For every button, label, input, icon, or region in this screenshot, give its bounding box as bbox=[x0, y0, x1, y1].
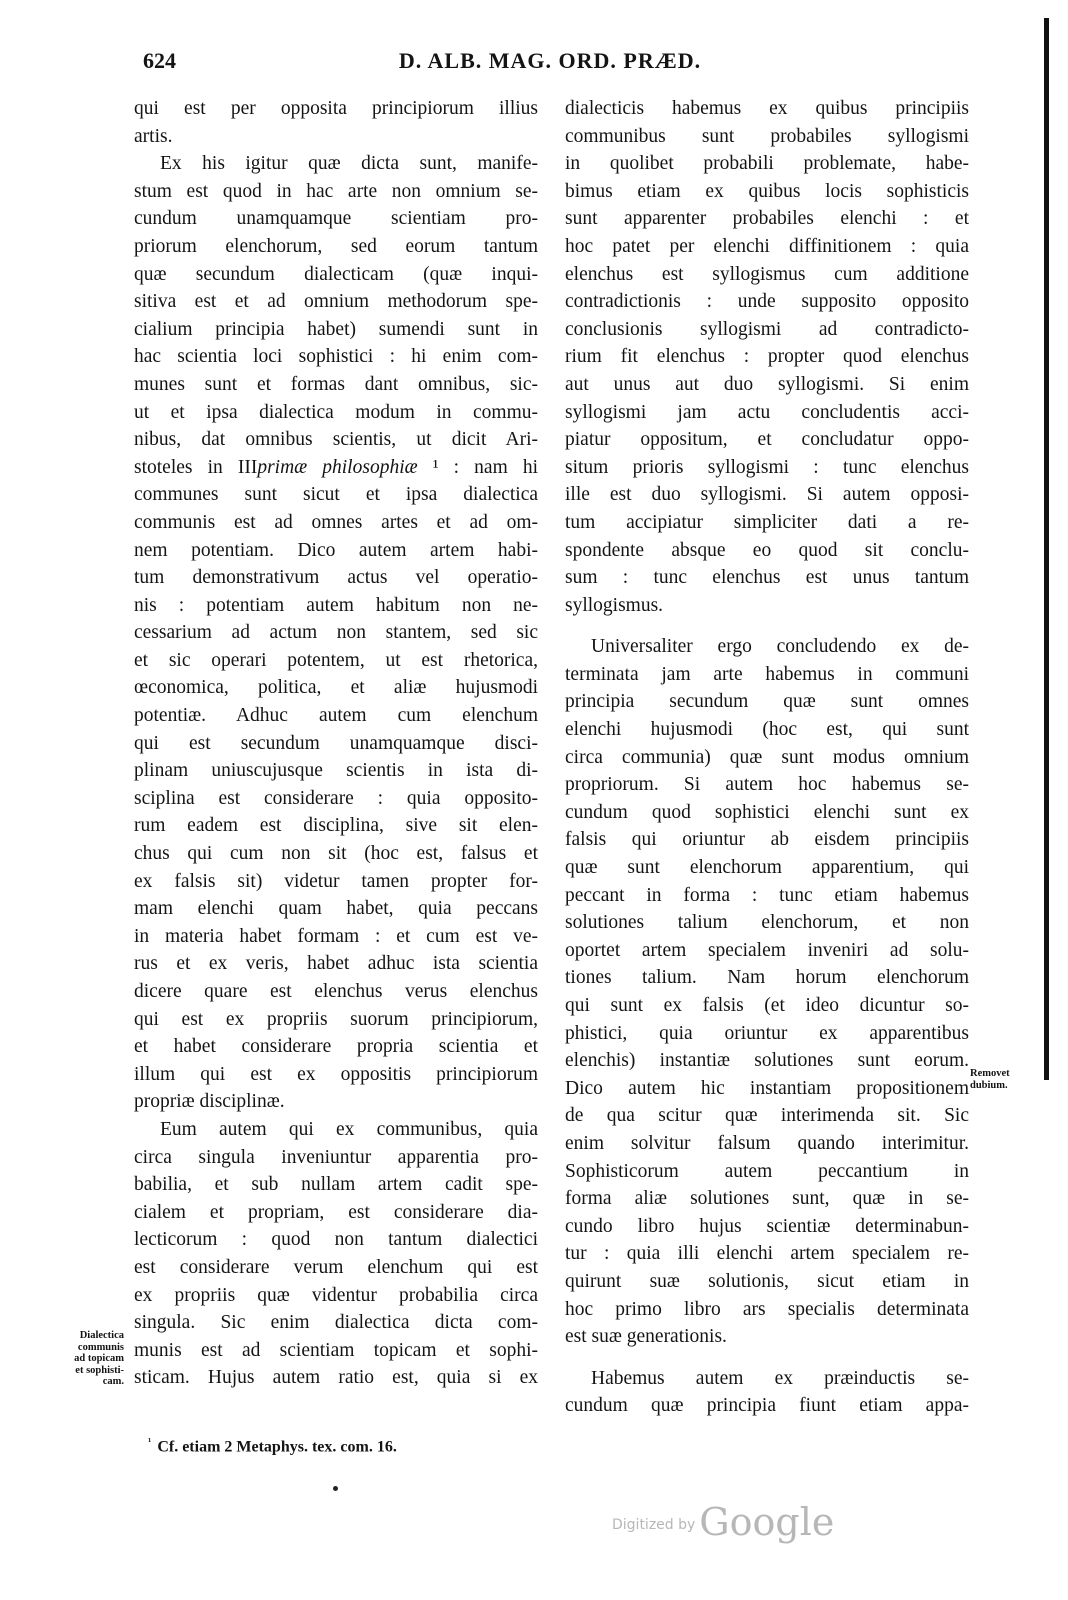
text-line: illum qui est ex oppositis principiorum bbox=[134, 1063, 538, 1085]
text-line: artis. bbox=[134, 125, 173, 147]
text-line: de qua scitur quæ interimenda sit. Sic bbox=[565, 1105, 969, 1127]
page-number: 624 bbox=[143, 48, 176, 73]
text-line: cundum quæ principia fiunt etiam appa- bbox=[565, 1395, 969, 1417]
text-line: sum : tunc elenchus est unus tantum bbox=[565, 567, 969, 589]
text-line: solutiones talium elenchorum, et non bbox=[565, 912, 969, 934]
text-line: qui est per opposita principiorum illius bbox=[134, 98, 538, 119]
text-line: rus et ex veris, habet adhuc ista scientia bbox=[134, 953, 538, 975]
text-line: rum eadem est disciplina, sive sit elen- bbox=[134, 815, 538, 837]
text-line: tur : quia illi elenchi artem specialem re- bbox=[565, 1243, 969, 1265]
text-line: munis est ad scientiam topicam et sophi- bbox=[134, 1339, 538, 1361]
text-line: hac scientia loci sophistici : hi enim com- bbox=[134, 346, 538, 368]
text-line: terminata jam arte habemus in communi bbox=[565, 663, 969, 685]
text-line: tiones talium. Nam horum elenchorum bbox=[565, 967, 969, 989]
text-line: ut et ipsa dialectica modum in commu- bbox=[134, 401, 538, 423]
text-line: est considerare verum elenchum qui est bbox=[134, 1256, 538, 1278]
text-line: enim solvitur falsum quando interimitur. bbox=[565, 1132, 969, 1154]
text-line: propriæ disciplinæ. bbox=[134, 1091, 285, 1113]
text-line: spondente absque eo quod sit conclu- bbox=[565, 539, 969, 561]
left-column bbox=[134, 95, 538, 1392]
text-line: quæ sunt elenchorum apparentium, qui bbox=[565, 857, 969, 879]
text-line: sunt apparenter probabiles elenchi : et bbox=[565, 208, 969, 230]
text-line: nis : potentiam autem habitum non ne- bbox=[134, 594, 538, 616]
text-line: sciplina est considerare : quia opposito- bbox=[134, 787, 538, 809]
text-line: syllogismus. bbox=[565, 594, 664, 616]
text-line: oportet artem specialem inveniri ad solu- bbox=[565, 939, 969, 961]
text-line: principia secundum quæ sunt omnes bbox=[565, 691, 969, 713]
text-line: ex falsis sit) videtur tamen propter for- bbox=[134, 870, 538, 892]
text-line: falsis qui oriuntur ab eisdem principiis bbox=[565, 829, 969, 851]
text-line: peccant in forma : tunc etiam habemus bbox=[565, 884, 969, 906]
text-line: cialium principia habet) sumendi sunt in bbox=[134, 318, 538, 340]
text-line: contradictionis : unde supposito opposito bbox=[565, 291, 969, 313]
watermark bbox=[612, 1500, 834, 1544]
text-line: ex propriis quæ videntur probabilia circa bbox=[134, 1284, 538, 1306]
text-line: rium fit elenchus : propter quod elenchus bbox=[565, 346, 969, 368]
text-line: quirunt suæ solutionis, sicut etiam in bbox=[565, 1270, 969, 1292]
google-logo: Google bbox=[699, 1500, 835, 1544]
text-line: ille est duo syllogismi. Si autem opposi- bbox=[565, 484, 969, 506]
text-line: communibus sunt probabiles syllogismi bbox=[565, 125, 969, 147]
text-line: communes sunt sicut et ipsa dialectica bbox=[134, 484, 538, 506]
text-line: quæ secundum dialecticam (quæ inqui- bbox=[134, 263, 538, 285]
text-line: propriorum. Si autem hoc habemus se- bbox=[565, 774, 969, 796]
text-line: babilia, et sub nullam artem cadit spe- bbox=[134, 1174, 538, 1196]
text-line: bimus etiam ex quibus locis sophisticis bbox=[565, 180, 969, 202]
margin-note-right: Removet dubium. bbox=[970, 1068, 1010, 1091]
text-line: cessarium ad actum non stantem, sed sic bbox=[134, 622, 538, 644]
text-line: forma aliæ solutiones sunt, quæ in se- bbox=[565, 1188, 969, 1210]
margin-note-left: Dialectica communis ad topicam et sophisti- cam. bbox=[74, 1330, 124, 1387]
text-line: stum est quod in hac arte non omnium se- bbox=[134, 180, 538, 202]
footnote bbox=[148, 1436, 397, 1456]
text-line: lecticorum : quod non tantum dialectici bbox=[134, 1229, 538, 1251]
text-line: circa communia) quæ sunt modus omnium bbox=[565, 746, 969, 768]
text-line: Dico autem hic instantiam propositionem bbox=[565, 1077, 969, 1099]
text-line: sitiva est et ad omnium methodorum spe- bbox=[134, 291, 538, 313]
text-line: nibus, dat omnibus scientis, ut dicit Ari- bbox=[134, 429, 538, 451]
text-line: elenchi hujusmodi (hoc est, qui sunt bbox=[565, 719, 969, 741]
text-line: piatur oppositum, et concludatur oppo- bbox=[565, 429, 969, 451]
text-line: priorum elenchorum, sed eorum tantum bbox=[134, 235, 538, 257]
text-line: nem potentiam. Dico autem artem habi- bbox=[134, 539, 538, 561]
text-line: munes sunt et formas dant omnibus, sic- bbox=[134, 373, 538, 395]
text-line: elenchus est syllogismus cum additione bbox=[565, 263, 969, 285]
text-line: qui sunt ex falsis (et ideo dicuntur so- bbox=[565, 995, 969, 1016]
text-line: communis est ad omnes artes et ad om- bbox=[134, 511, 538, 533]
text-line: cundum quod sophistici elenchi sunt ex bbox=[565, 801, 969, 823]
running-head: D. ALB. MAG. ORD. PRÆD. bbox=[398, 48, 702, 73]
text-line: in materia habet formam : et cum est ve- bbox=[134, 925, 538, 947]
footnote-marker: ¹ bbox=[148, 1436, 152, 1448]
page-edge-rule bbox=[1044, 18, 1049, 1080]
text-line: hoc patet per elenchi diffinitionem : quia bbox=[565, 235, 969, 257]
text-line: Ex his igitur quæ dicta sunt, manife- bbox=[160, 153, 538, 175]
text-line: elenchis) instantiæ solutiones sunt eorum. bbox=[565, 1050, 969, 1072]
text-line: Habemus autem ex præinductis se- bbox=[591, 1367, 969, 1389]
text-line: tum demonstrativum actus vel operatio- bbox=[134, 567, 538, 589]
text-line: est suæ generationis. bbox=[565, 1326, 727, 1348]
text-line: dicere quare est elenchus verus elenchus bbox=[134, 981, 538, 1002]
text-line: situm prioris syllogismi : tunc elenchus bbox=[565, 456, 969, 478]
text-line: tum accipiatur simpliciter dati a re- bbox=[565, 511, 969, 533]
text-line: mam elenchi quam habet, quia peccans bbox=[134, 898, 538, 920]
text-line: chus qui cum non sit (hoc est, falsus et bbox=[134, 843, 538, 865]
text-line: cundo libro hujus scientiæ determinabun- bbox=[565, 1215, 969, 1237]
text-line: conclusionis syllogismi ad contradicto- bbox=[565, 318, 969, 340]
text-line: sticam. Hujus autem ratio est, quia si ex bbox=[134, 1367, 538, 1389]
text-line: in quolibet probabili problemate, habe- bbox=[565, 153, 969, 175]
text-line: et sic operari potentem, ut est rhetorica, bbox=[134, 649, 538, 671]
text-line: et habet considerare propria scientia et bbox=[134, 1036, 538, 1058]
ink-dot bbox=[333, 1486, 338, 1491]
text-line: cialem et propriam, est considerare dia- bbox=[134, 1201, 538, 1223]
text-line: Sophisticorum autem peccantium in bbox=[565, 1160, 969, 1182]
text-line: qui est ex propriis suorum principiorum, bbox=[134, 1008, 538, 1030]
footnote-text: Cf. etiam 2 Metaphys. tex. com. 16. bbox=[157, 1438, 397, 1456]
text-line: singula. Sic enim dialectica dicta com- bbox=[134, 1312, 538, 1334]
text-line: aut unus aut duo syllogismi. Si enim bbox=[565, 373, 969, 395]
watermark-prefix: Digitized by bbox=[612, 1517, 696, 1533]
text-line: phistici, quia oriuntur ex apparentibus bbox=[565, 1022, 969, 1044]
text-line: circa singula inveniuntur apparentia pro- bbox=[134, 1146, 538, 1168]
right-column bbox=[565, 95, 969, 1420]
text-line: Universaliter ergo concludendo ex de- bbox=[591, 636, 969, 658]
text-line: cundum unamquamque scientiam pro- bbox=[134, 208, 538, 230]
text-line: potentiæ. Adhuc autem cum elenchum bbox=[134, 705, 538, 727]
text-line: Eum autem qui ex communibus, quia bbox=[160, 1118, 538, 1140]
text-line: dialecticis habemus ex quibus principiis bbox=[565, 98, 969, 119]
text-line: œconomica, politica, et aliæ hujusmodi bbox=[134, 677, 538, 699]
text-line: plinam uniuscujusque scientis in ista di- bbox=[134, 760, 538, 782]
text-line: hoc primo libro ars specialis determinata bbox=[565, 1298, 969, 1320]
text-line: syllogismi jam actu concludentis acci- bbox=[565, 401, 969, 423]
text-line: qui est secundum unamquamque disci- bbox=[134, 732, 538, 754]
text-line: stoteles in IIIprimæ philosophiæ ¹ : nam hi bbox=[134, 456, 538, 478]
